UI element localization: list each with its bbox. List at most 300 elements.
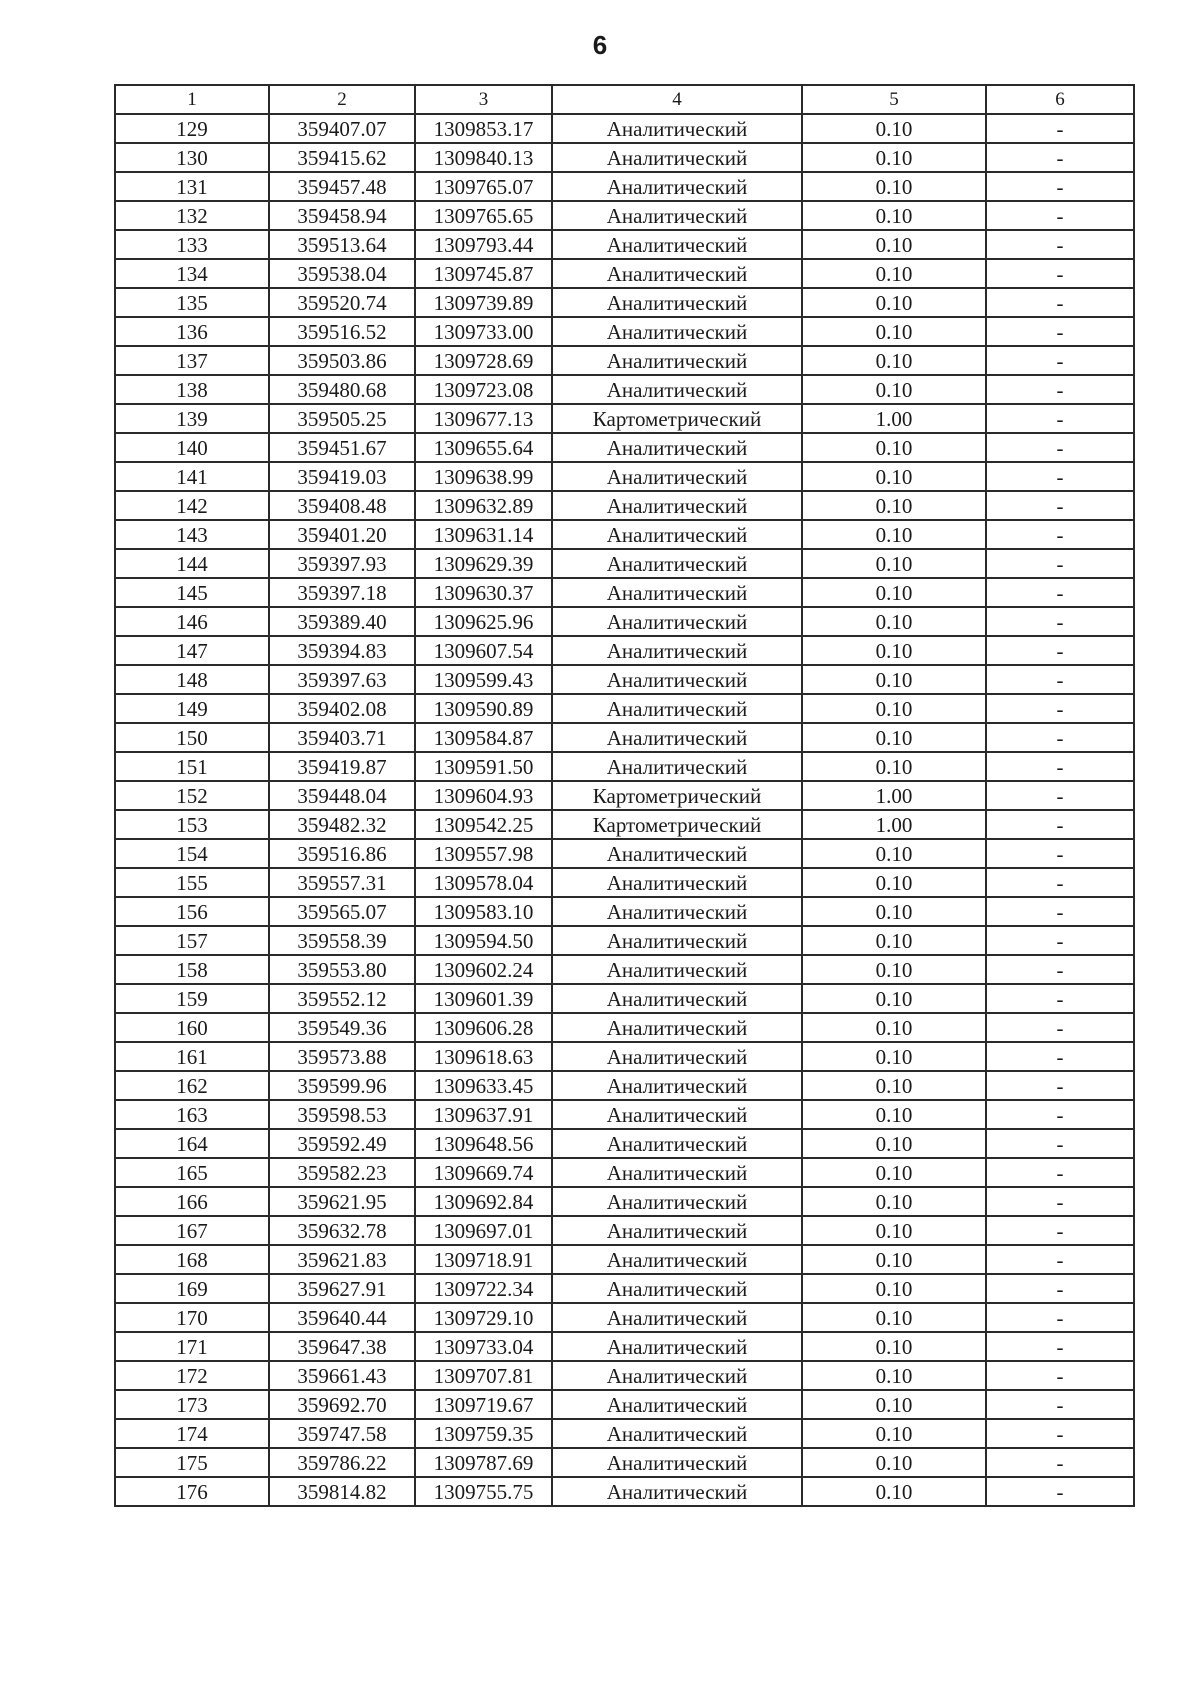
- x-coordinate-cell: 359553.80: [269, 955, 415, 984]
- note-cell: -: [986, 1245, 1134, 1274]
- accuracy-cell: 0.10: [802, 723, 986, 752]
- point-number-cell: 152: [115, 781, 269, 810]
- method-cell: Аналитический: [552, 230, 802, 259]
- method-cell: Картометрический: [552, 810, 802, 839]
- table-row: [115, 694, 1134, 723]
- note-cell: -: [986, 897, 1134, 926]
- x-coordinate-cell: 359573.88: [269, 1042, 415, 1071]
- note-cell: -: [986, 781, 1134, 810]
- point-number-cell: 150: [115, 723, 269, 752]
- point-number-cell: 166: [115, 1187, 269, 1216]
- table-row: [115, 462, 1134, 491]
- table-row: [115, 143, 1134, 172]
- method-cell: Аналитический: [552, 1158, 802, 1187]
- y-coordinate-cell: 1309723.08: [415, 375, 552, 404]
- accuracy-cell: 1.00: [802, 810, 986, 839]
- accuracy-cell: 0.10: [802, 259, 986, 288]
- accuracy-cell: 0.10: [802, 288, 986, 317]
- method-cell: Аналитический: [552, 143, 802, 172]
- method-cell: Аналитический: [552, 346, 802, 375]
- table-row: [115, 636, 1134, 665]
- method-cell: Аналитический: [552, 723, 802, 752]
- accuracy-cell: 0.10: [802, 1303, 986, 1332]
- table-row: [115, 1100, 1134, 1129]
- table-row: [115, 1042, 1134, 1071]
- point-number-cell: 149: [115, 694, 269, 723]
- method-cell: Аналитический: [552, 1071, 802, 1100]
- point-number-cell: 156: [115, 897, 269, 926]
- note-cell: -: [986, 549, 1134, 578]
- table-row: [115, 549, 1134, 578]
- x-coordinate-cell: 359647.38: [269, 1332, 415, 1361]
- method-cell: Аналитический: [552, 1042, 802, 1071]
- point-number-cell: 168: [115, 1245, 269, 1274]
- note-cell: -: [986, 578, 1134, 607]
- note-cell: -: [986, 114, 1134, 143]
- point-number-cell: 134: [115, 259, 269, 288]
- y-coordinate-cell: 1309648.56: [415, 1129, 552, 1158]
- method-cell: Аналитический: [552, 868, 802, 897]
- note-cell: -: [986, 1303, 1134, 1332]
- y-coordinate-cell: 1309759.35: [415, 1419, 552, 1448]
- accuracy-cell: 0.10: [802, 1042, 986, 1071]
- table-row: [115, 1245, 1134, 1274]
- table-row: [115, 433, 1134, 462]
- note-cell: -: [986, 1390, 1134, 1419]
- point-number-cell: 148: [115, 665, 269, 694]
- point-number-cell: 169: [115, 1274, 269, 1303]
- y-coordinate-cell: 1309722.34: [415, 1274, 552, 1303]
- point-number-cell: 143: [115, 520, 269, 549]
- table-row: [115, 1448, 1134, 1477]
- y-coordinate-cell: 1309638.99: [415, 462, 552, 491]
- column-header: 1: [115, 85, 269, 114]
- y-coordinate-cell: 1309606.28: [415, 1013, 552, 1042]
- accuracy-cell: 0.10: [802, 375, 986, 404]
- note-cell: -: [986, 665, 1134, 694]
- accuracy-cell: 0.10: [802, 1100, 986, 1129]
- table-row: [115, 926, 1134, 955]
- point-number-cell: 129: [115, 114, 269, 143]
- accuracy-cell: 0.10: [802, 433, 986, 462]
- accuracy-cell: 0.10: [802, 114, 986, 143]
- column-header: 3: [415, 85, 552, 114]
- table-row: [115, 317, 1134, 346]
- note-cell: -: [986, 201, 1134, 230]
- y-coordinate-cell: 1309591.50: [415, 752, 552, 781]
- method-cell: Аналитический: [552, 839, 802, 868]
- x-coordinate-cell: 359480.68: [269, 375, 415, 404]
- table-row: [115, 1071, 1134, 1100]
- method-cell: Аналитический: [552, 288, 802, 317]
- note-cell: -: [986, 259, 1134, 288]
- x-coordinate-cell: 359640.44: [269, 1303, 415, 1332]
- method-cell: Аналитический: [552, 172, 802, 201]
- table-row: [115, 1419, 1134, 1448]
- point-number-cell: 145: [115, 578, 269, 607]
- accuracy-cell: 0.10: [802, 1274, 986, 1303]
- method-cell: Аналитический: [552, 433, 802, 462]
- y-coordinate-cell: 1309629.39: [415, 549, 552, 578]
- x-coordinate-cell: 359505.25: [269, 404, 415, 433]
- table-row: [115, 897, 1134, 926]
- table-row: [115, 259, 1134, 288]
- y-coordinate-cell: 1309633.45: [415, 1071, 552, 1100]
- accuracy-cell: 0.10: [802, 665, 986, 694]
- point-number-cell: 139: [115, 404, 269, 433]
- table-row: [115, 1361, 1134, 1390]
- y-coordinate-cell: 1309618.63: [415, 1042, 552, 1071]
- table-row: [115, 955, 1134, 984]
- point-number-cell: 161: [115, 1042, 269, 1071]
- accuracy-cell: 0.10: [802, 839, 986, 868]
- table-row: [115, 1013, 1134, 1042]
- x-coordinate-cell: 359814.82: [269, 1477, 415, 1506]
- accuracy-cell: 0.10: [802, 955, 986, 984]
- y-coordinate-cell: 1309729.10: [415, 1303, 552, 1332]
- accuracy-cell: 0.10: [802, 317, 986, 346]
- accuracy-cell: 0.10: [802, 143, 986, 172]
- method-cell: Аналитический: [552, 1187, 802, 1216]
- x-coordinate-cell: 359401.20: [269, 520, 415, 549]
- method-cell: Аналитический: [552, 578, 802, 607]
- note-cell: -: [986, 317, 1134, 346]
- method-cell: Аналитический: [552, 462, 802, 491]
- method-cell: Аналитический: [552, 1477, 802, 1506]
- y-coordinate-cell: 1309765.65: [415, 201, 552, 230]
- note-cell: -: [986, 1448, 1134, 1477]
- table-row: [115, 172, 1134, 201]
- x-coordinate-cell: 359513.64: [269, 230, 415, 259]
- y-coordinate-cell: 1309601.39: [415, 984, 552, 1013]
- accuracy-cell: 0.10: [802, 491, 986, 520]
- note-cell: -: [986, 1361, 1134, 1390]
- note-cell: -: [986, 491, 1134, 520]
- note-cell: -: [986, 1477, 1134, 1506]
- y-coordinate-cell: 1309637.91: [415, 1100, 552, 1129]
- y-coordinate-cell: 1309733.04: [415, 1332, 552, 1361]
- point-number-cell: 155: [115, 868, 269, 897]
- y-coordinate-cell: 1309745.87: [415, 259, 552, 288]
- accuracy-cell: 0.10: [802, 868, 986, 897]
- column-header: 4: [552, 85, 802, 114]
- x-coordinate-cell: 359516.52: [269, 317, 415, 346]
- note-cell: -: [986, 1158, 1134, 1187]
- y-coordinate-cell: 1309604.93: [415, 781, 552, 810]
- x-coordinate-cell: 359592.49: [269, 1129, 415, 1158]
- table-row: [115, 375, 1134, 404]
- header-row: [115, 85, 1134, 114]
- y-coordinate-cell: 1309631.14: [415, 520, 552, 549]
- point-number-cell: 141: [115, 462, 269, 491]
- method-cell: Аналитический: [552, 984, 802, 1013]
- accuracy-cell: 0.10: [802, 1187, 986, 1216]
- y-coordinate-cell: 1309632.89: [415, 491, 552, 520]
- point-number-cell: 158: [115, 955, 269, 984]
- y-coordinate-cell: 1309594.50: [415, 926, 552, 955]
- point-number-cell: 170: [115, 1303, 269, 1332]
- y-coordinate-cell: 1309584.87: [415, 723, 552, 752]
- method-cell: Аналитический: [552, 955, 802, 984]
- page-number: 6: [592, 30, 608, 60]
- method-cell: Аналитический: [552, 201, 802, 230]
- note-cell: -: [986, 984, 1134, 1013]
- method-cell: Аналитический: [552, 375, 802, 404]
- note-cell: -: [986, 520, 1134, 549]
- table-row: [115, 752, 1134, 781]
- table-row: [115, 1129, 1134, 1158]
- point-number-cell: 146: [115, 607, 269, 636]
- accuracy-cell: 0.10: [802, 201, 986, 230]
- table-row: [115, 1477, 1134, 1506]
- x-coordinate-cell: 359747.58: [269, 1419, 415, 1448]
- accuracy-cell: 0.10: [802, 607, 986, 636]
- note-cell: -: [986, 1013, 1134, 1042]
- note-cell: -: [986, 143, 1134, 172]
- table-row: [115, 810, 1134, 839]
- method-cell: Аналитический: [552, 1332, 802, 1361]
- y-coordinate-cell: 1309755.75: [415, 1477, 552, 1506]
- y-coordinate-cell: 1309707.81: [415, 1361, 552, 1390]
- note-cell: -: [986, 926, 1134, 955]
- x-coordinate-cell: 359552.12: [269, 984, 415, 1013]
- table-body: [115, 114, 1134, 1506]
- table-row: [115, 984, 1134, 1013]
- x-coordinate-cell: 359397.18: [269, 578, 415, 607]
- note-cell: -: [986, 810, 1134, 839]
- x-coordinate-cell: 359419.87: [269, 752, 415, 781]
- x-coordinate-cell: 359786.22: [269, 1448, 415, 1477]
- point-number-cell: 131: [115, 172, 269, 201]
- table-row: [115, 1303, 1134, 1332]
- y-coordinate-cell: 1309739.89: [415, 288, 552, 317]
- column-header: 2: [269, 85, 415, 114]
- y-coordinate-cell: 1309719.67: [415, 1390, 552, 1419]
- point-number-cell: 171: [115, 1332, 269, 1361]
- point-number-cell: 159: [115, 984, 269, 1013]
- x-coordinate-cell: 359402.08: [269, 694, 415, 723]
- x-coordinate-cell: 359520.74: [269, 288, 415, 317]
- y-coordinate-cell: 1309602.24: [415, 955, 552, 984]
- y-coordinate-cell: 1309765.07: [415, 172, 552, 201]
- accuracy-cell: 0.10: [802, 694, 986, 723]
- accuracy-cell: 0.10: [802, 984, 986, 1013]
- accuracy-cell: 0.10: [802, 1361, 986, 1390]
- y-coordinate-cell: 1309630.37: [415, 578, 552, 607]
- point-number-cell: 174: [115, 1419, 269, 1448]
- y-coordinate-cell: 1309590.89: [415, 694, 552, 723]
- method-cell: Аналитический: [552, 1303, 802, 1332]
- method-cell: Картометрический: [552, 781, 802, 810]
- x-coordinate-cell: 359565.07: [269, 897, 415, 926]
- accuracy-cell: 0.10: [802, 520, 986, 549]
- note-cell: -: [986, 752, 1134, 781]
- method-cell: Аналитический: [552, 1274, 802, 1303]
- table-row: [115, 1187, 1134, 1216]
- y-coordinate-cell: 1309599.43: [415, 665, 552, 694]
- note-cell: -: [986, 1216, 1134, 1245]
- table-row: [115, 230, 1134, 259]
- y-coordinate-cell: 1309728.69: [415, 346, 552, 375]
- accuracy-cell: 0.10: [802, 1013, 986, 1042]
- point-number-cell: 133: [115, 230, 269, 259]
- note-cell: -: [986, 1274, 1134, 1303]
- method-cell: Аналитический: [552, 114, 802, 143]
- y-coordinate-cell: 1309625.96: [415, 607, 552, 636]
- table-row: [115, 201, 1134, 230]
- method-cell: Картометрический: [552, 404, 802, 433]
- point-number-cell: 135: [115, 288, 269, 317]
- y-coordinate-cell: 1309583.10: [415, 897, 552, 926]
- x-coordinate-cell: 359632.78: [269, 1216, 415, 1245]
- note-cell: -: [986, 636, 1134, 665]
- method-cell: Аналитический: [552, 665, 802, 694]
- method-cell: Аналитический: [552, 926, 802, 955]
- accuracy-cell: 0.10: [802, 1071, 986, 1100]
- point-number-cell: 167: [115, 1216, 269, 1245]
- table-row: [115, 665, 1134, 694]
- y-coordinate-cell: 1309578.04: [415, 868, 552, 897]
- y-coordinate-cell: 1309669.74: [415, 1158, 552, 1187]
- table-row: [115, 346, 1134, 375]
- method-cell: Аналитический: [552, 1448, 802, 1477]
- note-cell: -: [986, 1042, 1134, 1071]
- point-number-cell: 144: [115, 549, 269, 578]
- accuracy-cell: 0.10: [802, 346, 986, 375]
- accuracy-cell: 0.10: [802, 926, 986, 955]
- note-cell: -: [986, 1419, 1134, 1448]
- accuracy-cell: 0.10: [802, 1477, 986, 1506]
- x-coordinate-cell: 359482.32: [269, 810, 415, 839]
- method-cell: Аналитический: [552, 491, 802, 520]
- note-cell: -: [986, 1100, 1134, 1129]
- table-row: [115, 1158, 1134, 1187]
- table-row: [115, 1332, 1134, 1361]
- accuracy-cell: 0.10: [802, 897, 986, 926]
- accuracy-cell: 1.00: [802, 404, 986, 433]
- table-row: [115, 723, 1134, 752]
- table-row: [115, 607, 1134, 636]
- method-cell: Аналитический: [552, 1361, 802, 1390]
- x-coordinate-cell: 359448.04: [269, 781, 415, 810]
- accuracy-cell: 0.10: [802, 462, 986, 491]
- note-cell: -: [986, 433, 1134, 462]
- accuracy-cell: 0.10: [802, 1245, 986, 1274]
- note-cell: -: [986, 1129, 1134, 1158]
- method-cell: Аналитический: [552, 752, 802, 781]
- x-coordinate-cell: 359451.67: [269, 433, 415, 462]
- y-coordinate-cell: 1309840.13: [415, 143, 552, 172]
- method-cell: Аналитический: [552, 317, 802, 346]
- point-number-cell: 137: [115, 346, 269, 375]
- point-number-cell: 175: [115, 1448, 269, 1477]
- note-cell: -: [986, 404, 1134, 433]
- accuracy-cell: 1.00: [802, 781, 986, 810]
- x-coordinate-cell: 359621.83: [269, 1245, 415, 1274]
- note-cell: -: [986, 462, 1134, 491]
- accuracy-cell: 0.10: [802, 549, 986, 578]
- y-coordinate-cell: 1309677.13: [415, 404, 552, 433]
- y-coordinate-cell: 1309692.84: [415, 1187, 552, 1216]
- accuracy-cell: 0.10: [802, 752, 986, 781]
- y-coordinate-cell: 1309655.64: [415, 433, 552, 462]
- method-cell: Аналитический: [552, 1245, 802, 1274]
- point-number-cell: 165: [115, 1158, 269, 1187]
- x-coordinate-cell: 359407.07: [269, 114, 415, 143]
- note-cell: -: [986, 288, 1134, 317]
- point-number-cell: 176: [115, 1477, 269, 1506]
- point-number-cell: 164: [115, 1129, 269, 1158]
- note-cell: -: [986, 346, 1134, 375]
- x-coordinate-cell: 359397.93: [269, 549, 415, 578]
- column-header: 6: [986, 85, 1134, 114]
- x-coordinate-cell: 359403.71: [269, 723, 415, 752]
- y-coordinate-cell: 1309697.01: [415, 1216, 552, 1245]
- y-coordinate-cell: 1309557.98: [415, 839, 552, 868]
- x-coordinate-cell: 359621.95: [269, 1187, 415, 1216]
- x-coordinate-cell: 359419.03: [269, 462, 415, 491]
- method-cell: Аналитический: [552, 1013, 802, 1042]
- x-coordinate-cell: 359408.48: [269, 491, 415, 520]
- x-coordinate-cell: 359457.48: [269, 172, 415, 201]
- method-cell: Аналитический: [552, 520, 802, 549]
- point-number-cell: 140: [115, 433, 269, 462]
- table-row: [115, 839, 1134, 868]
- accuracy-cell: 0.10: [802, 1448, 986, 1477]
- table-row: [115, 1274, 1134, 1303]
- x-coordinate-cell: 359692.70: [269, 1390, 415, 1419]
- accuracy-cell: 0.10: [802, 1419, 986, 1448]
- note-cell: -: [986, 1332, 1134, 1361]
- y-coordinate-cell: 1309853.17: [415, 114, 552, 143]
- point-number-cell: 173: [115, 1390, 269, 1419]
- x-coordinate-cell: 359599.96: [269, 1071, 415, 1100]
- method-cell: Аналитический: [552, 636, 802, 665]
- x-coordinate-cell: 359389.40: [269, 607, 415, 636]
- note-cell: -: [986, 172, 1134, 201]
- accuracy-cell: 0.10: [802, 1390, 986, 1419]
- note-cell: -: [986, 1071, 1134, 1100]
- point-number-cell: 157: [115, 926, 269, 955]
- table-row: [115, 1390, 1134, 1419]
- method-cell: Аналитический: [552, 1129, 802, 1158]
- point-number-cell: 142: [115, 491, 269, 520]
- method-cell: Аналитический: [552, 897, 802, 926]
- x-coordinate-cell: 359661.43: [269, 1361, 415, 1390]
- table-row: [115, 114, 1134, 143]
- point-number-cell: 160: [115, 1013, 269, 1042]
- point-number-cell: 151: [115, 752, 269, 781]
- note-cell: -: [986, 723, 1134, 752]
- x-coordinate-cell: 359503.86: [269, 346, 415, 375]
- y-coordinate-cell: 1309718.91: [415, 1245, 552, 1274]
- y-coordinate-cell: 1309542.25: [415, 810, 552, 839]
- coordinates-table: [114, 84, 1135, 1507]
- table-row: [115, 520, 1134, 549]
- accuracy-cell: 0.10: [802, 578, 986, 607]
- method-cell: Аналитический: [552, 1419, 802, 1448]
- accuracy-cell: 0.10: [802, 230, 986, 259]
- method-cell: Аналитический: [552, 1100, 802, 1129]
- accuracy-cell: 0.10: [802, 1129, 986, 1158]
- point-number-cell: 138: [115, 375, 269, 404]
- table-row: [115, 1216, 1134, 1245]
- x-coordinate-cell: 359394.83: [269, 636, 415, 665]
- note-cell: -: [986, 230, 1134, 259]
- point-number-cell: 154: [115, 839, 269, 868]
- x-coordinate-cell: 359415.62: [269, 143, 415, 172]
- x-coordinate-cell: 359557.31: [269, 868, 415, 897]
